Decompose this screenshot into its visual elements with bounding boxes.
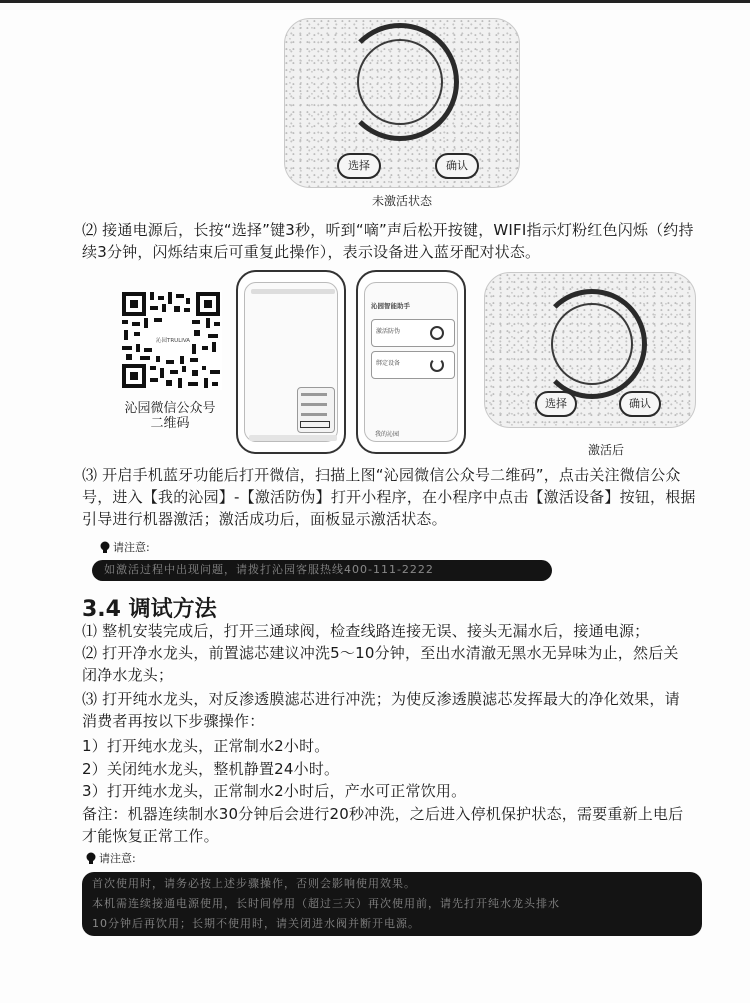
phone-1-tabbar [249,435,337,441]
ring-inner-icon [357,39,443,125]
phone-2-card-2-label: 绑定设备 [376,360,401,367]
section-paragraph-1: ⑴ 整机安装完成后，打开三通球阀，检查线路连接无误、接头无漏水后，接通电源； [82,622,650,640]
remark-paragraph: 备注：机器连续制水30分钟后会进行20秒冲洗，之后进入停机保护状态，需要重新上电后才能恢复正常工作。 [82,805,684,845]
notice-2-line-1: 首次使用时，请务必按上述步骤操作，否则会影响使用效果。 [92,877,416,890]
panel-inactive [284,18,520,188]
lightbulb-icon [100,541,110,554]
caption-inactive: 未激活状态 [371,194,432,208]
notice-2-label-text: 请注意: [99,852,136,865]
qr-caption-line2: 二维码 [150,416,190,431]
qr-caption-line1: 沁园微信公众号 [124,401,216,416]
notice-1-label [100,539,150,555]
select-button: 选择 [337,153,381,179]
phone-1-screen [244,282,338,442]
phone-2-footer: 我的沁园 [375,431,400,438]
step-2-paragraph: ⑵ 接通电源后，长按“选择”键3秒，听到“嘀”声后松开按键，WIFI指示灯粉红色闪烁（约持续3分钟，闪烁结束后可重复此操作），表示设备进入蓝牙配对状态。 [82,221,694,261]
phone-2-card-1-icon [430,326,444,340]
phone-2-card-1-label: 激活防伪 [376,328,401,335]
phone-1-menu-row [301,413,327,416]
panel-activated [484,272,696,428]
confirm-button: 确认 [435,153,479,179]
notice-1-banner [92,560,552,581]
qr-code-image [120,290,222,390]
select-button: 选择 [535,391,577,417]
phone-1-menu-row [301,393,327,396]
notice-1-text: 如激活过程中出现问题，请拨打沁园客服热线400-111-2222 [104,563,434,576]
step-list-item-3: 3）打开纯水龙头，正常制水2小时后，产水可正常饮用。 [82,782,467,800]
phone-2-card-2 [371,351,455,379]
step-list-item-2: 2）关闭纯水龙头，整机静置24小时。 [82,760,340,778]
notice-2-label [86,850,136,866]
phone-1-menu-row-highlight [300,421,330,428]
notice-1-label-text: 请注意: [113,541,150,554]
step-list-item-1: 1）打开纯水龙头，正常制水2小时。 [82,737,330,755]
qr-center-logo: 沁园TRULIVA [156,338,191,344]
phone-2-screen [364,282,458,442]
notice-2-banner [82,872,702,936]
phone-2-card-2-icon [430,358,444,372]
step-3-paragraph: ⑶ 开启手机蓝牙功能后打开微信，扫描上图“沁园微信公众号二维码”，点击关注微信公众号，进入【我的沁园】-【激活防伪】打开小程序，在小程序中点击【激活设备】按钮，根据引导进行机器激活；激活成功后，面板显示激活状态。 [82,466,696,528]
phone-mockup-2 [356,270,466,454]
phone-2-card-1 [371,319,455,347]
phone-mockup-1 [236,270,346,454]
notice-2-line-2: 本机需连续接通电源使用，长时间停用（超过三天）再次使用前，请先打开纯水龙头排水 [92,897,560,910]
confirm-button: 确认 [619,391,661,417]
section-paragraph-3: ⑶ 打开纯水龙头，对反渗透膜滤芯进行冲洗；为使反渗透膜滤芯发挥最大的净化效果，请消费者再按以下步骤操作： [82,690,680,730]
phone-1-header-bar [251,289,335,294]
page-top-border [0,0,750,3]
phone-1-menu-row [301,403,327,406]
section-heading: 3.4 调试方法 [82,597,217,622]
notice-2-line-3: 10分钟后再饮用；长期不使用时，请关闭进水阀并断开电源。 [92,917,420,930]
caption-activated: 激活后 [587,443,624,457]
ring-inner-icon [551,303,633,385]
lightbulb-icon [86,852,96,865]
phone-2-title: 沁园智能助手 [371,302,410,310]
section-paragraph-2: ⑵ 打开净水龙头，前置滤芯建议冲洗5～10分钟，至出水清澈无黑水无异味为止，然后关闭净水龙头； [82,644,679,684]
